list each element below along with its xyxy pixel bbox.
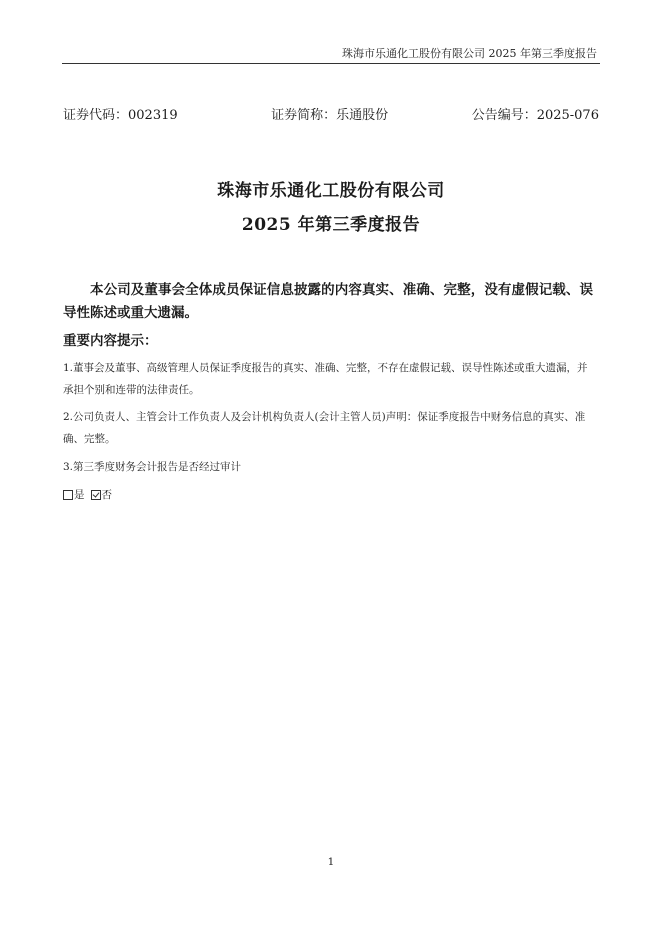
audit-options xyxy=(63,484,118,506)
security-info-row xyxy=(63,104,599,123)
stock-code: 证券代码：002319 xyxy=(63,108,178,123)
page-number: 1 xyxy=(327,856,335,868)
audit-no-checkbox[interactable] xyxy=(91,490,101,500)
board-declaration: 本公司及董事会全体成员保证信息披露的内容真实、准确、完整，没有虚假记载、误导性陈述或重大遗漏。 xyxy=(63,282,593,321)
notice-item-2: 2.公司负责人、主管会计工作负责人及会计机构负责人(会计主管人员)声明：保证季度报告中财务信息的真实、准确、完整。 xyxy=(63,411,586,445)
stock-abbreviation: 证券简称：乐通股份 xyxy=(271,108,389,123)
audit-yes-checkbox[interactable] xyxy=(63,490,73,500)
audit-yes-label: 是 xyxy=(74,489,85,501)
report-title: 2025 年第三季度报告 xyxy=(241,215,421,235)
company-title: 珠海市乐通化工股份有限公司 xyxy=(217,181,445,201)
header-divider xyxy=(62,63,600,64)
announcement-number: 公告编号：2025-076 xyxy=(471,108,599,123)
notice-item-3: 3.第三季度财务会计报告是否经过审计 xyxy=(63,461,242,473)
important-notice-heading: 重要内容提示： xyxy=(63,333,158,349)
notice-item-1: 1.董事会及董事、高级管理人员保证季度报告的真实、准确、完整，不存在虚假记载、误导性陈述或重大遗漏，并承担个别和连带的法律责任。 xyxy=(63,362,588,396)
audit-no-label: 否 xyxy=(101,489,112,501)
running-header: 珠海市乐通化工股份有限公司 2025 年第三季度报告 xyxy=(342,47,597,60)
